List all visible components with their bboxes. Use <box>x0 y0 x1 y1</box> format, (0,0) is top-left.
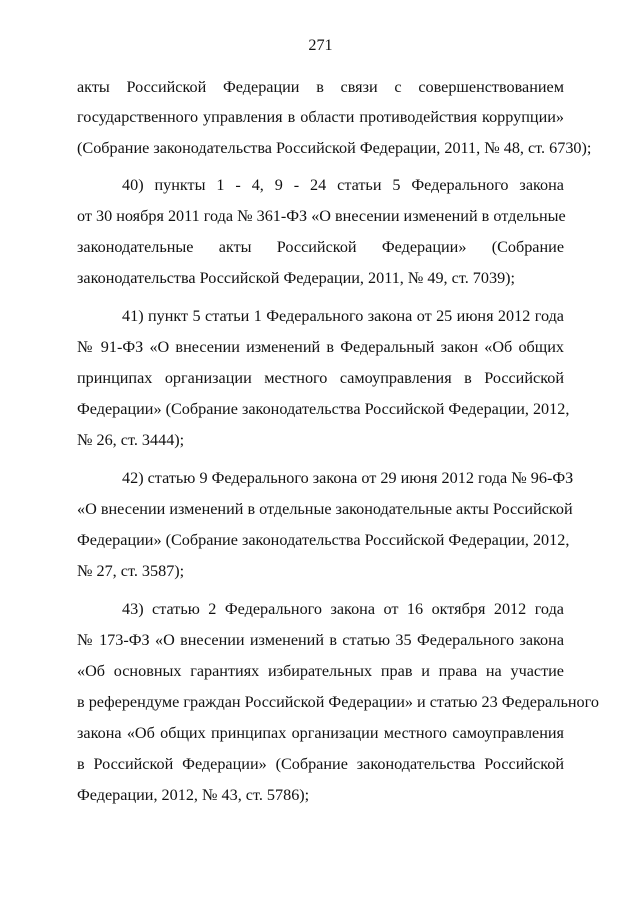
page-number: 271 <box>308 36 333 54</box>
text-line: № 27, ст. 3587); <box>77 562 185 580</box>
text-line: законодательные акты Российской Федерации» (Собрание <box>77 238 564 256</box>
text-line: в референдуме граждан Российской Федерации» и статью 23 Федерального <box>77 693 599 711</box>
text-line: Федерации» (Собрание законодательства Российской Федерации, 2012, <box>77 531 570 549</box>
text-line: законодательства Российской Федерации, 2011, № 49, ст. 7039); <box>77 269 516 287</box>
text-line: № 26, ст. 3444); <box>77 431 185 449</box>
text-line: в Российской Федерации» (Собрание законодательства Российской <box>77 755 564 773</box>
text-line: «Об основных гарантиях избирательных прав и права на участие <box>77 662 564 680</box>
text-line: 43) статью 2 Федерального закона от 16 октября 2012 года <box>122 600 564 618</box>
text-line: от 30 ноября 2011 года № 361-ФЗ «О внесении изменений в отдельные <box>77 207 566 225</box>
text-line: Федерации, 2012, № 43, ст. 5786); <box>77 786 310 804</box>
text-line: принципах организации местного самоуправления в Российской <box>77 369 564 387</box>
text-line: 42) статью 9 Федерального закона от 29 июня 2012 года № 96-ФЗ <box>122 469 574 487</box>
text-line: 41) пункт 5 статьи 1 Федерального закона от 25 июня 2012 года <box>122 307 564 325</box>
text-line: (Собрание законодательства Российской Федерации, 2011, № 48, ст. 6730); <box>77 139 592 157</box>
text-line: «О внесении изменений в отдельные законодательные акты Российской <box>77 500 573 518</box>
text-line: акты Российской Федерации в связи с совершенствованием <box>77 78 564 96</box>
text-line: государственного управления в области противодействия коррупции» <box>77 108 564 126</box>
text-line: № 173-ФЗ «О внесении изменений в статью 35 Федерального закона <box>77 631 564 649</box>
text-line: № 91-ФЗ «О внесении изменений в Федеральный закон «Об общих <box>77 338 564 356</box>
text-line: 40) пункты 1 - 4, 9 - 24 статьи 5 Федерального закона <box>122 176 564 194</box>
text-line: закона «Об общих принципах организации местного самоуправления <box>77 724 564 742</box>
text-line: Федерации» (Собрание законодательства Российской Федерации, 2012, <box>77 400 570 418</box>
